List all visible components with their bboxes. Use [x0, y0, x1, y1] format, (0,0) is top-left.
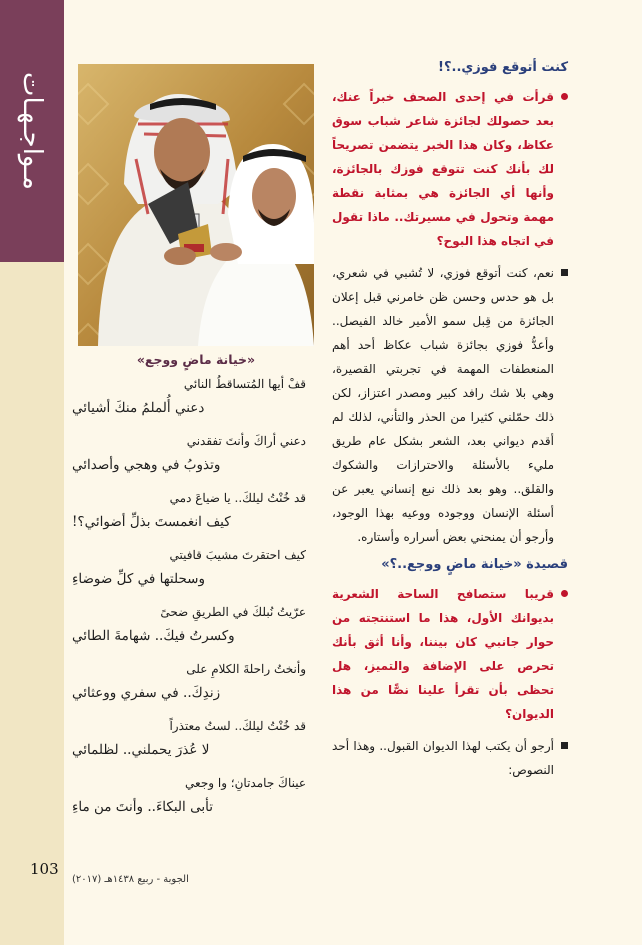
- section-tab: [0, 0, 64, 262]
- question-text: قرأت في إحدى الصحف خبراً عنك، بعد حصولك لجائزة شاعر شباب سوق عكاظ، وكان هذا الخبر يتضمن تصريحاً لك بأنك كنت تتوقع فوزك بالجائزة، وأنها أي الجائزة هي بمثابة نقطة مهمة وتحول في مسيرتك.. ماذا تقول في اتجاه هذا البوح؟: [332, 90, 554, 248]
- poem-hemistich: قد خُنْتُ ليلكَ.. يا ضياعَ دمي: [169, 491, 306, 505]
- margin-strip: [0, 262, 64, 945]
- poem-verse: [72, 543, 320, 592]
- photo-illustration: [78, 64, 314, 346]
- article-photo: [78, 64, 314, 346]
- poem-verse: [72, 486, 320, 535]
- answer-bullet-icon: [561, 269, 568, 276]
- answer-bullet-icon: [561, 742, 568, 749]
- poem-verse: [72, 771, 320, 820]
- footer-issue: الجوبة - ربيع ١٤٣٨هـ (٢٠١٧): [72, 874, 189, 885]
- poem-hemistich: تأبى البكاءَ.. وأنتَ من ماءِ: [72, 799, 213, 815]
- interview-answer: [332, 261, 568, 549]
- poem-hemistich: دعني أراكَ وأنتَ تفقدني: [186, 434, 306, 448]
- poem-hemistich: دعني أُلملمُ منكَ أشيائي: [72, 400, 205, 416]
- poem-hemistich: وكسرتُ فيكَ.. شهامةَ الطائي: [72, 628, 235, 644]
- interview-answer: [332, 734, 568, 782]
- question-bullet-icon: [561, 93, 568, 100]
- poem-title: «خيانة ماضٍ ووجع»: [136, 352, 256, 367]
- poem-verse: [72, 657, 320, 706]
- section-tab-label: مـواجـهـات: [17, 72, 47, 190]
- interview-question: [332, 85, 568, 253]
- section-heading: قصيدة «خيانة ماضٍ ووجع..؟»: [381, 557, 568, 572]
- question-bullet-icon: [561, 590, 568, 597]
- poem-verse: [72, 372, 320, 421]
- answer-text: نعم، كنت أتوقع فوزي، لا تُشبي في شعري، بل هو حدس وحسن ظن خامرني قبل إعلان الجائزة من قِبل سمو الأمير خالد الفيصل.. وأعدُّ فوزي بجائزة شباب عكاظ أحد أهم المنعطفات المهمة في تجربتي القصيرة، وهي بلا شك رافد كبير ومصدر اعتزاز، لكن ذلك حمّلني كثيرا من الحذر والتأني، لذلك لم أقدم ديواني بعد، الشعر بشكل عام طريق مليء بالأسئلة والاحترازات والشكوك والقلق.. وهو بعد ذلك نبع إنساني يعبر عن أسئلة الإنسان ووجوده ووعيه بهذا الوجود، وأرجو أن يمنحني بعض أسراره وأستاره.: [332, 266, 554, 544]
- interview-column: [332, 60, 568, 782]
- poem-hemistich: زندِكَ.. في سفري ووعثائي: [72, 685, 221, 701]
- poem-hemistich: قد خُنْتُ ليلكَ.. لستُ معتذراً: [169, 719, 306, 733]
- question-text: قريبا ستصافح الساحة الشعرية بديوانك الأول، هذا ما استنتجته من حوار جانبي كان بيننا، وأنا أثق بأنك تحرص على الإضافة والتميز، هل تحظى بأن تقرأ علينا نصًّا من هذا الديوان؟: [332, 587, 554, 721]
- poem-hemistich: عيناكَ جامدتانِ؛ وا وجعي: [185, 776, 306, 790]
- poem-hemistich: كيف انغمستَ بذلِّ أضوائي؟!: [72, 514, 231, 530]
- poem-verse: [72, 600, 320, 649]
- poem-verse: [72, 429, 320, 478]
- poem-hemistich: قفْ أيها المُتساقطُ النائي: [183, 377, 306, 391]
- poem-hemistich: وأنختُ راحلةَ الكلامِ على: [186, 662, 306, 676]
- section-heading: كنت أتوقع فوزي..؟!: [438, 60, 568, 75]
- poem: [72, 372, 320, 828]
- poem-hemistich: وتذوبُ في وهجي وأصدائي: [72, 457, 221, 473]
- poem-hemistich: عرّيتُ نُبلكَ في الطريقِ ضحىً: [160, 605, 306, 619]
- poem-hemistich: كيف احتقرتَ مشيبَ قافيتي: [169, 548, 306, 562]
- poem-hemistich: وسحلتها في كلِّ ضوضاءِ: [72, 571, 206, 587]
- interview-question: [332, 582, 568, 726]
- poem-verse: [72, 714, 320, 763]
- page-number: 103: [30, 860, 59, 878]
- answer-text: أرجو أن يكتب لهذا الديوان القبول.. وهذا أحد النصوص:: [332, 739, 554, 777]
- poem-hemistich: لا عُذرَ يحملني.. لظلمائي: [72, 742, 210, 758]
